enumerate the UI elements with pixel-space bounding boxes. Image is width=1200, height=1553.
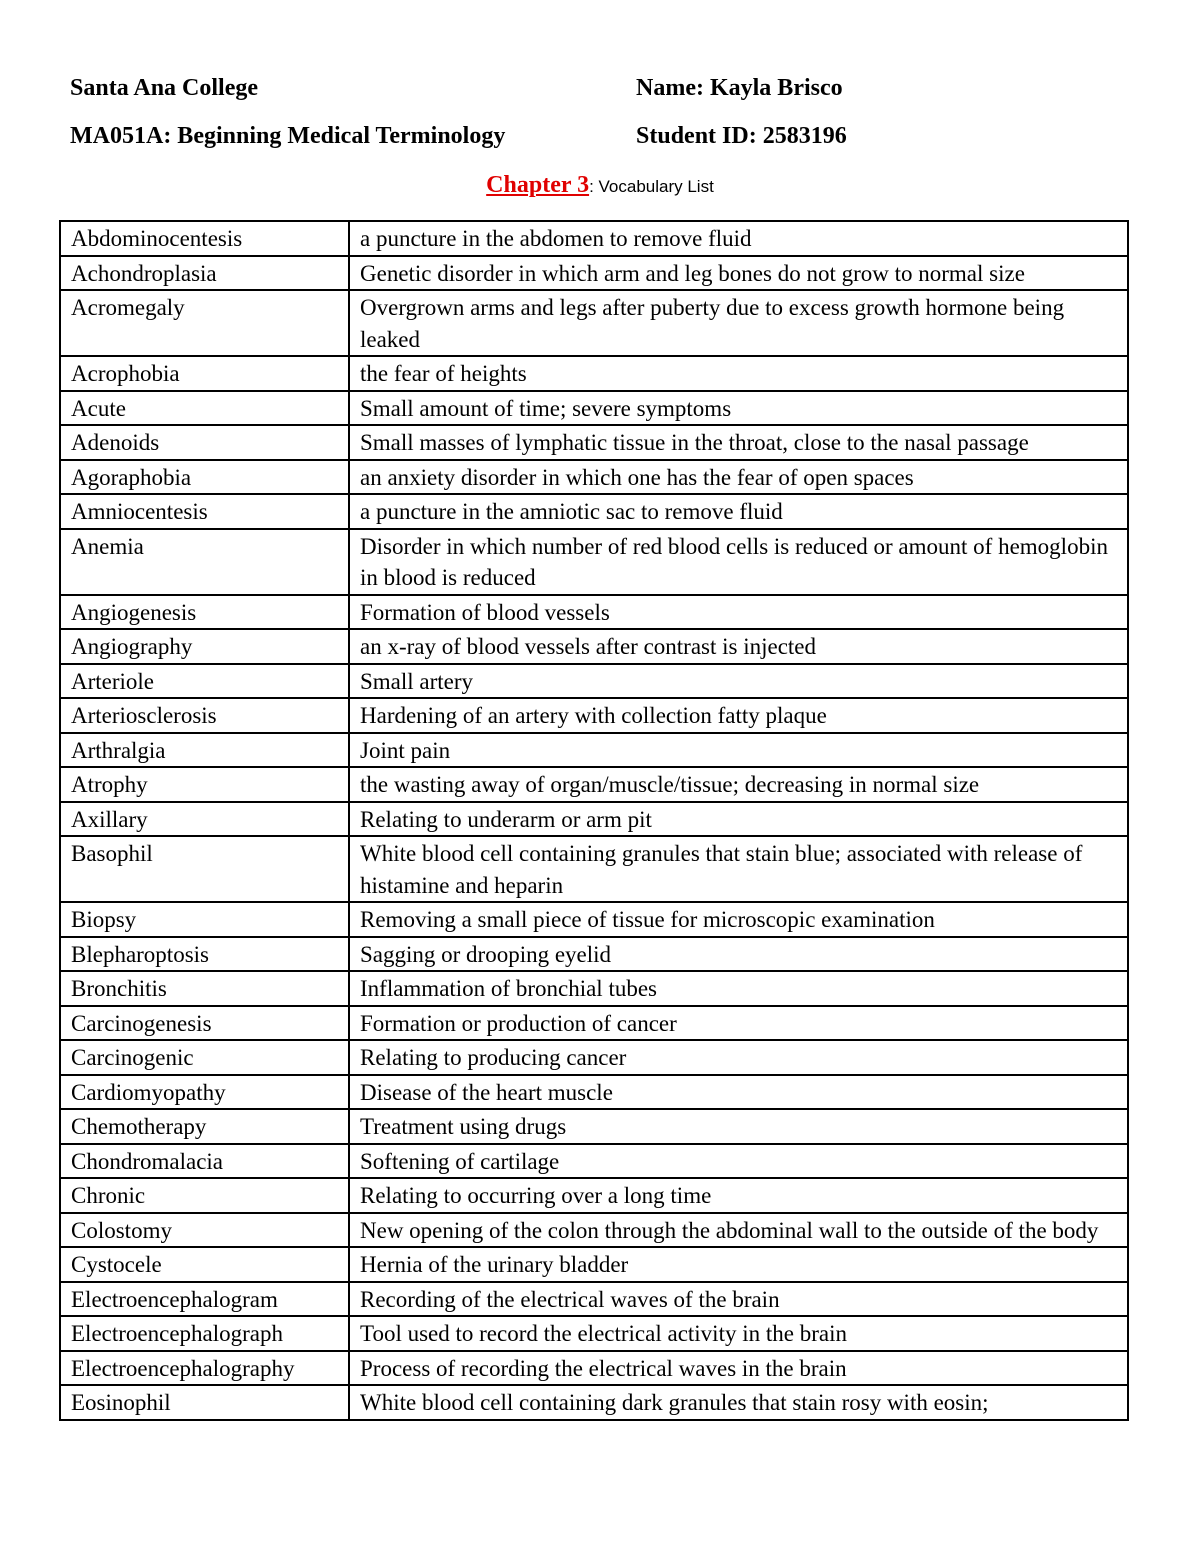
table-row xyxy=(60,1075,1128,1110)
vocab-term: Anemia xyxy=(60,529,349,595)
table-row xyxy=(60,937,1128,972)
vocab-definition: the wasting away of organ/muscle/tissue; decreasing in normal size xyxy=(349,767,1128,802)
vocab-term: Agoraphobia xyxy=(60,460,349,495)
table-row xyxy=(60,1006,1128,1041)
vocab-term: Electroencephalogram xyxy=(60,1282,349,1317)
vocab-definition: Disease of the heart muscle xyxy=(349,1075,1128,1110)
table-row xyxy=(60,529,1128,595)
table-row xyxy=(60,356,1128,391)
table-row xyxy=(60,494,1128,529)
vocabulary-table xyxy=(59,220,1129,1421)
vocab-definition: Treatment using drugs xyxy=(349,1109,1128,1144)
chapter-subtitle: : Vocabulary List xyxy=(589,177,714,196)
vocab-definition: Small masses of lymphatic tissue in the throat, close to the nasal passage xyxy=(349,425,1128,460)
vocab-definition: Small artery xyxy=(349,664,1128,699)
vocab-definition: a puncture in the abdomen to remove fluid xyxy=(349,221,1128,256)
table-row xyxy=(60,425,1128,460)
table-row xyxy=(60,1178,1128,1213)
table-row xyxy=(60,391,1128,426)
vocab-term: Chemotherapy xyxy=(60,1109,349,1144)
table-row xyxy=(60,221,1128,256)
table-row xyxy=(60,629,1128,664)
vocab-term: Abdominocentesis xyxy=(60,221,349,256)
college-name: Santa Ana College xyxy=(70,75,259,101)
table-row xyxy=(60,802,1128,837)
vocab-term: Arteriosclerosis xyxy=(60,698,349,733)
vocab-term: Chondromalacia xyxy=(60,1144,349,1179)
vocab-term: Arthralgia xyxy=(60,733,349,768)
vocab-term: Arteriole xyxy=(60,664,349,699)
vocab-definition: Genetic disorder in which arm and leg bones do not grow to normal size xyxy=(349,256,1128,291)
vocab-definition: Overgrown arms and legs after puberty due to excess growth hormone being leaked xyxy=(349,290,1128,356)
table-row xyxy=(60,733,1128,768)
vocab-term: Carcinogenic xyxy=(60,1040,349,1075)
table-row xyxy=(60,290,1128,356)
table-row xyxy=(60,698,1128,733)
vocab-definition: an x-ray of blood vessels after contrast is injected xyxy=(349,629,1128,664)
vocab-term: Acute xyxy=(60,391,349,426)
table-row xyxy=(60,1144,1128,1179)
vocab-definition: a puncture in the amniotic sac to remove fluid xyxy=(349,494,1128,529)
table-row xyxy=(60,1247,1128,1282)
vocab-definition: Softening of cartilage xyxy=(349,1144,1128,1179)
vocab-term: Atrophy xyxy=(60,767,349,802)
vocab-term: Angiography xyxy=(60,629,349,664)
table-row xyxy=(60,902,1128,937)
vocab-term: Bronchitis xyxy=(60,971,349,1006)
vocab-term: Eosinophil xyxy=(60,1385,349,1420)
vocab-definition: Relating to underarm or arm pit xyxy=(349,802,1128,837)
vocab-definition: Sagging or drooping eyelid xyxy=(349,937,1128,972)
vocab-term: Basophil xyxy=(60,836,349,902)
vocab-definition: Small amount of time; severe symptoms xyxy=(349,391,1128,426)
vocab-definition: Recording of the electrical waves of the brain xyxy=(349,1282,1128,1317)
vocab-term: Angiogenesis xyxy=(60,595,349,630)
chapter-title: Chapter 3 xyxy=(486,172,590,198)
vocab-definition: Hernia of the urinary bladder xyxy=(349,1247,1128,1282)
vocab-term: Electroencephalograph xyxy=(60,1316,349,1351)
vocab-definition: Hardening of an artery with collection fatty plaque xyxy=(349,698,1128,733)
table-row xyxy=(60,460,1128,495)
vocab-definition: Removing a small piece of tissue for microscopic examination xyxy=(349,902,1128,937)
vocab-term: Biopsy xyxy=(60,902,349,937)
vocab-definition: White blood cell containing dark granules that stain rosy with eosin; xyxy=(349,1385,1128,1420)
table-row xyxy=(60,256,1128,291)
vocab-definition: Joint pain xyxy=(349,733,1128,768)
student-name: Name: Kayla Brisco xyxy=(636,75,843,101)
table-row xyxy=(60,1351,1128,1386)
vocab-term: Chronic xyxy=(60,1178,349,1213)
vocab-term: Achondroplasia xyxy=(60,256,349,291)
table-row xyxy=(60,1316,1128,1351)
vocab-definition: Inflammation of bronchial tubes xyxy=(349,971,1128,1006)
vocab-term: Colostomy xyxy=(60,1213,349,1248)
vocab-definition: Formation of blood vessels xyxy=(349,595,1128,630)
vocab-term: Blepharoptosis xyxy=(60,937,349,972)
vocab-definition: Formation or production of cancer xyxy=(349,1006,1128,1041)
vocab-definition: New opening of the colon through the abdominal wall to the outside of the body xyxy=(349,1213,1128,1248)
vocabulary-table-body xyxy=(60,221,1128,1420)
vocab-definition: Relating to producing cancer xyxy=(349,1040,1128,1075)
vocab-term: Axillary xyxy=(60,802,349,837)
vocab-term: Amniocentesis xyxy=(60,494,349,529)
vocab-term: Cardiomyopathy xyxy=(60,1075,349,1110)
vocab-definition: Relating to occurring over a long time xyxy=(349,1178,1128,1213)
table-row xyxy=(60,1385,1128,1420)
vocab-term: Acromegaly xyxy=(60,290,349,356)
student-id: Student ID: 2583196 xyxy=(636,123,847,149)
table-row xyxy=(60,1213,1128,1248)
course-title: MA051A: Beginning Medical Terminology xyxy=(70,123,506,149)
vocab-term: Adenoids xyxy=(60,425,349,460)
table-row xyxy=(60,767,1128,802)
vocab-definition: White blood cell containing granules that stain blue; associated with release of histamine and heparin xyxy=(349,836,1128,902)
vocab-definition: Tool used to record the electrical activity in the brain xyxy=(349,1316,1128,1351)
vocab-definition: Process of recording the electrical waves in the brain xyxy=(349,1351,1128,1386)
table-row xyxy=(60,1109,1128,1144)
vocab-definition: an anxiety disorder in which one has the fear of open spaces xyxy=(349,460,1128,495)
vocab-definition: the fear of heights xyxy=(349,356,1128,391)
table-row xyxy=(60,836,1128,902)
vocab-term: Carcinogenesis xyxy=(60,1006,349,1041)
table-row xyxy=(60,1282,1128,1317)
table-row xyxy=(60,1040,1128,1075)
vocab-definition: Disorder in which number of red blood cells is reduced or amount of hemoglobin in blood is reduced xyxy=(349,529,1128,595)
vocab-term: Acrophobia xyxy=(60,356,349,391)
vocab-term: Cystocele xyxy=(60,1247,349,1282)
table-row xyxy=(60,595,1128,630)
vocab-term: Electroencephalography xyxy=(60,1351,349,1386)
table-row xyxy=(60,971,1128,1006)
chapter-heading xyxy=(0,172,1200,199)
table-row xyxy=(60,664,1128,699)
